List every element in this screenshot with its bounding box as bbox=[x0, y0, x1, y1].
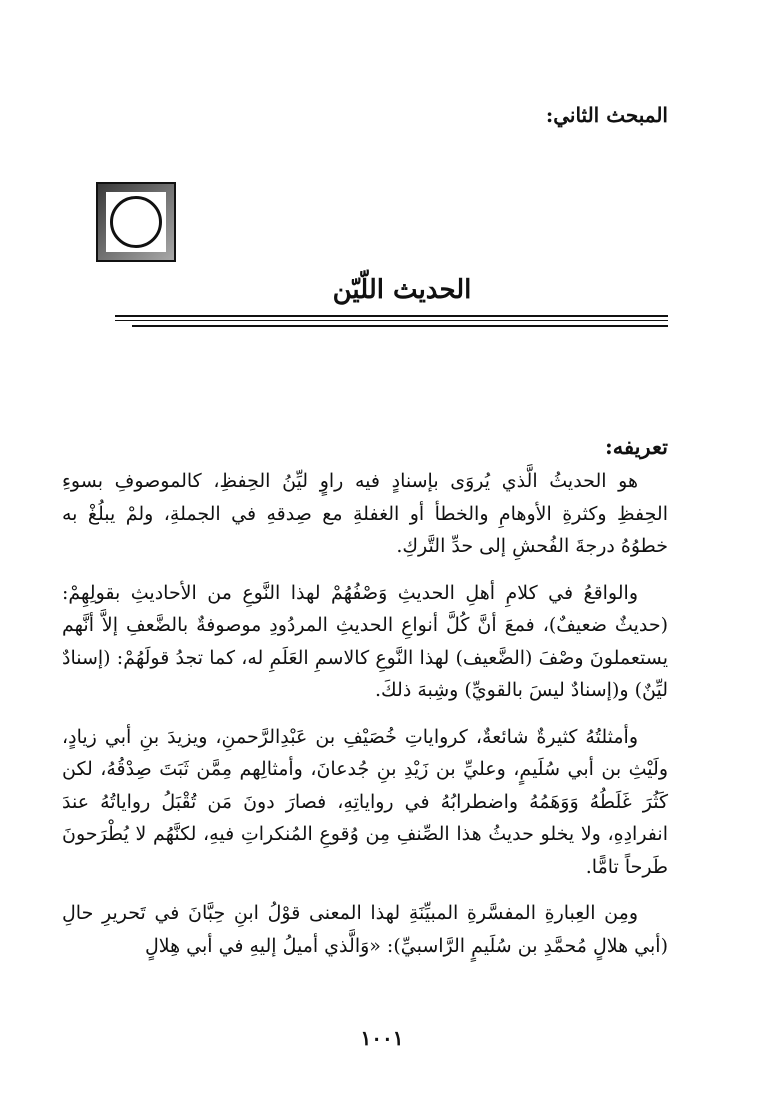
title-divider-top bbox=[115, 315, 668, 317]
chapter-title: الحديث اللّيّن bbox=[332, 275, 472, 305]
definition-heading: تعريفه: bbox=[604, 434, 668, 459]
paragraph-usage: والواقعُ في كلامِ أهلِ الحديثِ وَصْفُهُمْ لهذا النَّوعِ من الأحاديثِ بقولِهِمْ: (حديثٌ ضعيفٌ)، فمعَ أنَّ كُلَّ أنواعِ الحديثِ المردُودِ موصوفةٌ بالضَّعفِ إلاَّ أنَّهم يستعملونَ وصْفَ (الضَّعيف) لهذا النَّوعِ كالاسمِ العَلَمِ له، كما تجدُ قولَهُمْ: (إسنادٌ ليِّنٌ) و(إسنادٌ ليسَ بالقويِّ) وشِبهَ ذلكَ. bbox=[62, 581, 668, 701]
body-text bbox=[62, 465, 668, 976]
page-number: ١٠٠١ bbox=[360, 1026, 404, 1050]
paragraph-ibn-hibban: ومِن العِبارةِ المفسَّرةِ المبيِّنَةِ لهذا المعنى قوْلُ ابنِ حِبَّانَ في تَحريرِ حالِ (أبي هلالٍ مُحمَّدِ بن سُلَيمٍ الرَّاسبيِّ): «وَالَّذي أميلُ إليهِ في أبي هِلالٍ bbox=[62, 902, 668, 957]
section-label: المبحث الثاني: bbox=[545, 103, 668, 127]
paragraph-examples: وأمثلتُهُ كثيرةٌ شائعةٌ، كرواياتِ خُصَيْفِ بن عَبْدِالرَّحمنِ، ويزيدَ بنِ أبي زيادٍ، ولَيْثِ بن أبي سُلَيمٍ، وعليِّ بن زَيْدِ بنِ جُدعانَ، وأمثالِهم مِمَّن ثَبَتَ صِدْقُهُ، لكن كَثُرَ غَلَطُهُ وَوَهَمُهُ واضطرابُهُ في رواياتِهِ، فصارَ دونَ مَن تُقْبَلُ رواياتُهُ عندَ انفرادِهِ، ولا يخلو حديثُ هذا الصِّنفِ مِن وُقوعِ المُنكراتِ فيهِ، لكنَّهُم لا يُطْرَحونَ طَرحاً تامًّا. bbox=[62, 725, 668, 878]
chapter-ornament-icon bbox=[96, 182, 176, 262]
title-divider-bottom bbox=[132, 325, 668, 327]
title-divider-middle bbox=[115, 320, 668, 321]
paragraph-definition: هو الحديثُ الَّذي يُروَى بإسنادٍ فيه راوٍ ليِّنُ الحِفظِ، كالموصوفِ بسوءِ الحِفظِ وكثرةِ الأوهامِ والخطأ أو الغفلةِ مع صِدقهِ في الجملةِ، ولمْ يبلُغْ به خطوُهُ درجةَ الفُحشِ إلى حدِّ التَّركِ. bbox=[62, 470, 668, 557]
